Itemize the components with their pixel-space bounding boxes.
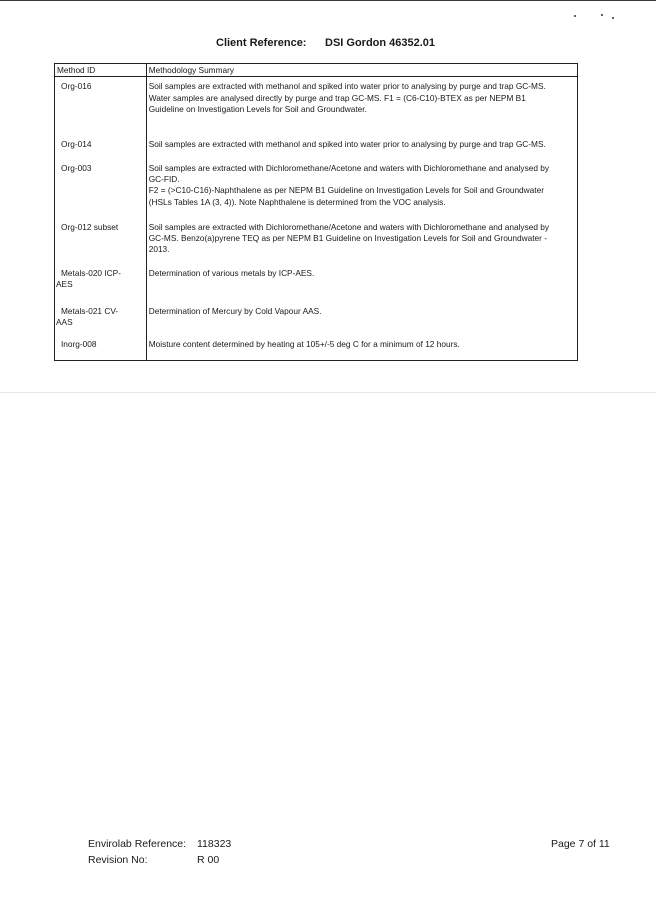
method-id-text: Org-012 subset (61, 221, 119, 232)
method-id-cell (55, 218, 147, 264)
scan-speckles (572, 12, 632, 22)
method-id-cell (55, 302, 147, 335)
client-reference-value: DSI Gordon 46352.01 (325, 37, 436, 49)
methodology-summary-cell (146, 335, 577, 361)
summary-text-line: Determination of Mercury by Cold Vapour AAS. (148, 305, 322, 316)
summary-text-line: F2 = (>C10-C16)-Naphthalene as per NEPM B1 Guideline on Investigation Levels for Soil and Groundwater (148, 185, 544, 196)
summary-text-line: 2013. (148, 244, 170, 255)
method-id-text: AES (56, 279, 73, 290)
table-row (55, 335, 578, 361)
table-header-row (55, 64, 578, 77)
method-id-text: Org-003 (61, 162, 92, 173)
summary-text-line: Soil samples are extracted with Dichloromethane/Acetone and waters with Dichloromethane and analysed by (148, 162, 550, 173)
revision-value: R 00 (197, 854, 220, 866)
method-id-cell (55, 135, 147, 159)
envirolab-reference-value: 118323 (197, 838, 232, 850)
summary-text-line: Soil samples are extracted with methanol and spiked into water prior to analysing by purge and trap GC-MS. (148, 138, 546, 149)
page-number: Page 7 of 11 (551, 838, 610, 850)
summary-text-line: (HSLs Tables 1A (3, 4)). Note Naphthalene is determined from the VOC analysis. (148, 196, 446, 207)
table-row (55, 218, 578, 264)
method-id-text: Inorg-008 (61, 338, 97, 349)
methodology-table (54, 63, 578, 361)
summary-text-line: Soil samples are extracted with methanol and spiked into water prior to analysing by purge and trap GC-MS. (148, 81, 546, 92)
methodology-summary-cell (146, 302, 577, 335)
scan-top-edge-line (0, 0, 656, 4)
scan-page-divider (0, 392, 656, 393)
method-id-text: Org-014 (61, 138, 92, 149)
methodology-summary-cell (146, 77, 577, 135)
summary-text-line: Moisture content determined by heating at 105+/-5 deg C for a minimum of 12 hours. (148, 338, 460, 349)
methodology-summary-cell (146, 218, 577, 264)
table-row (55, 77, 578, 135)
column-header-method-id: Method ID (55, 64, 147, 77)
methodology-summary-cell (146, 264, 577, 302)
method-id-text: Metals-021 CV- (61, 305, 119, 316)
revision-label: Revision No: (88, 854, 148, 866)
method-id-cell (55, 77, 147, 135)
document-header (0, 37, 656, 53)
summary-text-line: Determination of various metals by ICP-AES. (148, 267, 315, 278)
method-id-cell (55, 159, 147, 218)
method-id-cell (55, 264, 147, 302)
table-row (55, 159, 578, 218)
method-id-text: Metals-020 ICP- (61, 267, 121, 278)
summary-text-line: GC-MS. Benzo(a)pyrene TEQ as per NEPM B1 Guideline on Investigation Levels for Soil and Groundwater - (148, 233, 548, 244)
table-row (55, 302, 578, 335)
table-row (55, 264, 578, 302)
methodology-summary-cell (146, 159, 577, 218)
summary-text-line: Water samples are analysed directly by purge and trap GC-MS. F1 = (C6-C10)-BTEX as per NEPM B1 (148, 92, 526, 103)
method-id-text: AAS (56, 317, 73, 328)
column-header-methodology-summary: Methodology Summary (146, 64, 577, 77)
summary-text-line: Soil samples are extracted with Dichloromethane/Acetone and waters with Dichloromethane and analysed by (148, 221, 550, 232)
method-id-cell (55, 335, 147, 361)
client-reference-label: Client Reference: (216, 37, 307, 49)
summary-text-line: Guideline on Investigation Levels for Soil and Groundwater. (148, 103, 367, 114)
table-row (55, 135, 578, 159)
envirolab-reference-label: Envirolab Reference: (88, 838, 187, 850)
table-body (55, 77, 578, 361)
method-id-text: Org-016 (61, 81, 92, 92)
summary-text-line: GC-FID. (148, 174, 180, 185)
methodology-summary-cell (146, 135, 577, 159)
